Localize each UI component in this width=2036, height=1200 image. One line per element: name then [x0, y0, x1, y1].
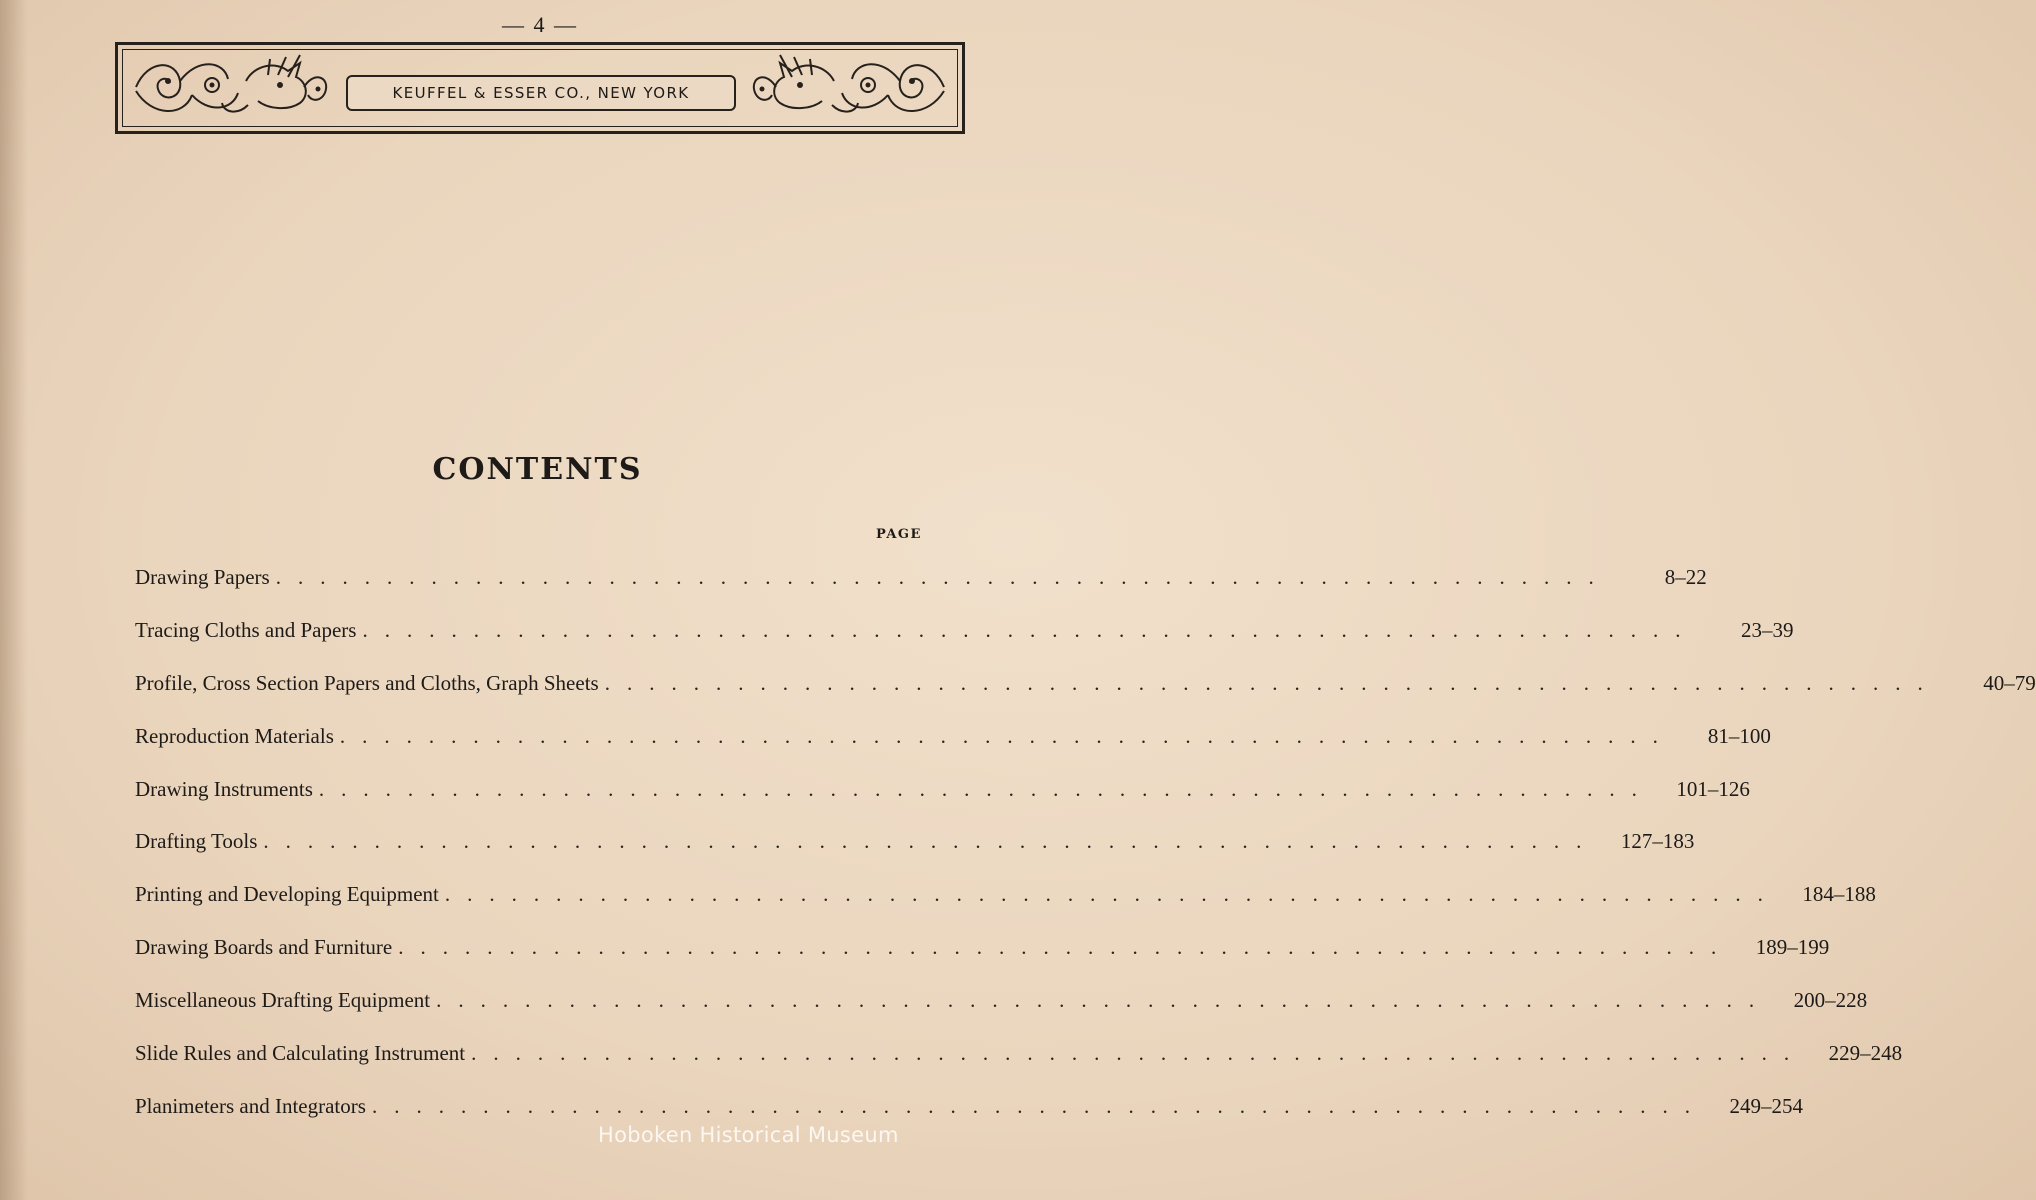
dot-leader: ............................................................	[318, 776, 1654, 801]
table-of-contents	[135, 565, 2036, 1147]
toc-entry-pages: 40–79	[1983, 670, 2036, 695]
griffin-scroll-ornament-icon	[128, 51, 338, 123]
toc-entry-pages: 8–22	[1664, 565, 1707, 589]
toc-entry-title: Tracing Cloths and Papers	[135, 617, 357, 642]
dot-leader: ............................................................	[604, 670, 1940, 695]
toc-entry-title: Profile, Cross Section Papers and Cloths, Graph Sheets	[135, 670, 599, 695]
dot-leader: ............................................................	[444, 882, 1780, 907]
dot-leader: ............................................................	[436, 988, 1772, 1013]
dot-leader: ............................................................	[398, 935, 1734, 960]
spine-shadow	[0, 0, 28, 1200]
toc-entry	[135, 776, 1750, 830]
toc-entry	[135, 935, 1830, 988]
toc-entry-pages: 229–248	[1828, 1041, 1903, 1066]
toc-entry	[135, 565, 1707, 618]
toc-entry-pages: 23–39	[1740, 617, 1794, 642]
toc-entry-title: Slide Rules and Calculating Instrument	[135, 1041, 466, 1066]
museum-watermark: Hoboken Historical Museum	[598, 1123, 899, 1147]
griffin-scroll-ornament-icon	[742, 51, 952, 123]
toc-entry-title: Reproduction Materials	[135, 723, 334, 748]
toc-entry	[135, 882, 1876, 935]
toc-entry	[135, 670, 2036, 724]
toc-entry-title: Printing and Developing Equipment	[135, 882, 439, 907]
page-number: — 4 —	[502, 12, 578, 37]
toc-entry-pages: 249–254	[1729, 1093, 1803, 1118]
header-banner	[115, 42, 965, 134]
toc-entry	[135, 723, 1771, 777]
toc-entry-pages: 189–199	[1755, 935, 1830, 960]
toc-entry	[135, 829, 1695, 882]
dot-leader: ............................................................	[471, 1041, 1807, 1066]
dot-leader: ............................................................	[371, 1093, 1707, 1118]
toc-entry-pages: 200–228	[1793, 988, 1868, 1013]
contents-heading: CONTENTS	[432, 452, 643, 487]
toc-entry-pages: 184–188	[1802, 882, 1876, 907]
toc-entry-title: Miscellaneous Drafting Equipment	[135, 988, 431, 1013]
toc-entry-title: Drawing Boards and Furniture	[135, 935, 393, 960]
toc-entry-title: Drawing Papers	[135, 565, 270, 589]
page-column-header: PAGE	[876, 527, 922, 542]
toc-entry	[135, 1041, 1903, 1094]
dot-leader: ............................................................	[362, 617, 1698, 642]
toc-entry-pages: 81–100	[1707, 723, 1771, 748]
toc-entry	[135, 988, 1868, 1041]
dot-leader: ............................................................	[263, 829, 1599, 854]
banner-company-name: KEUFFEL & ESSER CO., NEW YORK	[346, 75, 736, 111]
dot-leader: ............................................................	[339, 723, 1675, 748]
toc-entry-pages: 101–126	[1676, 776, 1750, 801]
dot-leader: ............................................................	[275, 565, 1611, 589]
toc-entry	[135, 617, 1794, 671]
toc-entry-title: Drawing Instruments	[135, 776, 313, 801]
toc-entry-title: Drafting Tools	[135, 829, 258, 854]
toc-entry-title: Planimeters and Integrators	[135, 1093, 366, 1118]
toc-entry-pages: 127–183	[1620, 829, 1695, 854]
